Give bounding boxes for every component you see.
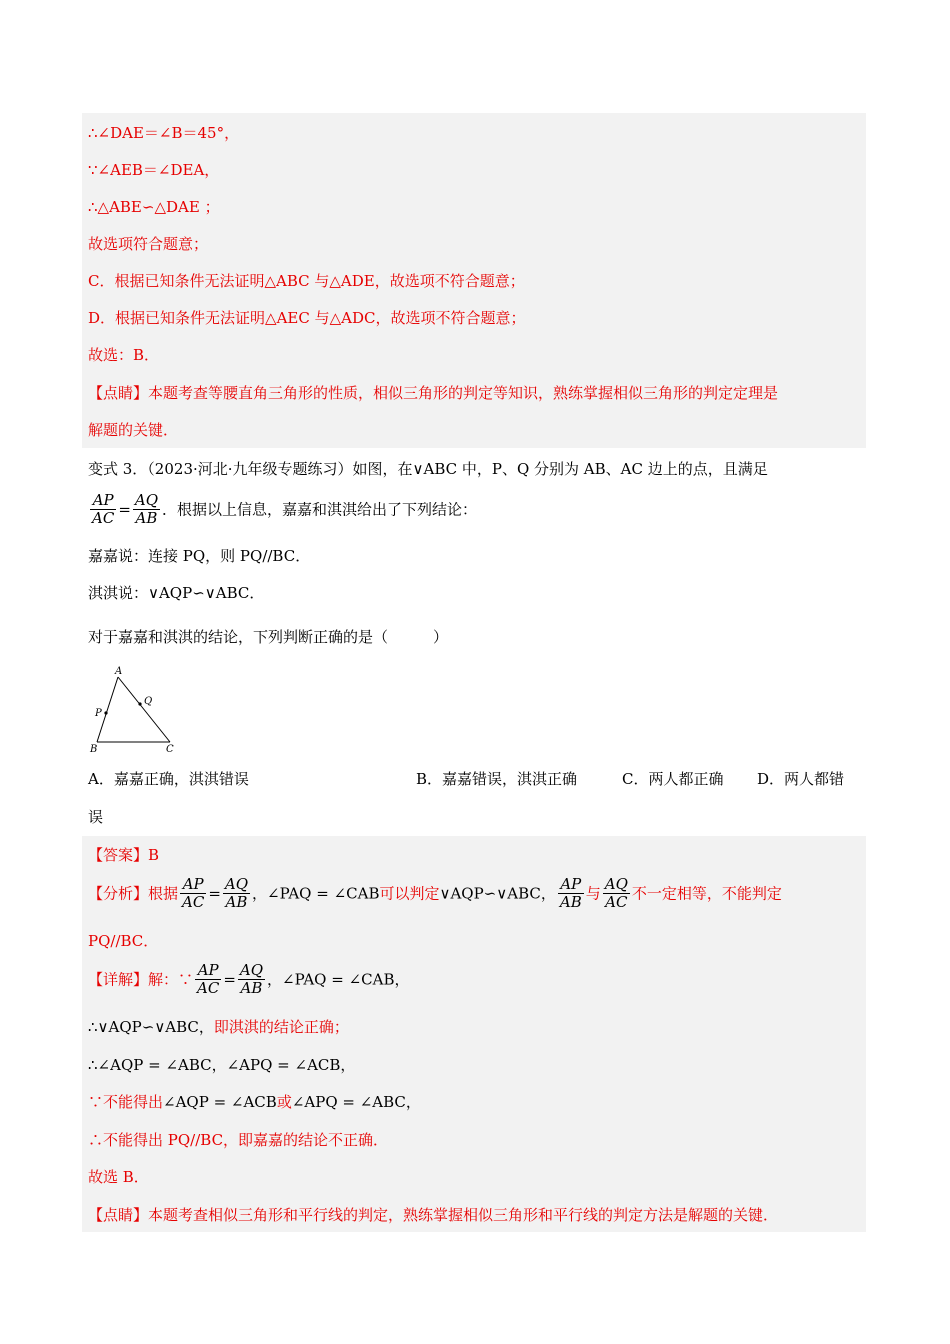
label-q: Q xyxy=(144,696,153,707)
point-q xyxy=(138,702,141,705)
analysis-fraction-2: $\frac{AQ}{AB}$ xyxy=(224,875,249,911)
detail-line-3: ∴∠AQP = ∠ABC，∠APQ = ∠ACB， xyxy=(88,1056,356,1074)
solution-conclusion: 故选：B． xyxy=(88,346,160,364)
detail-line-5: ∴不能得出 PQ//BC，即嘉嘉的结论不正确． xyxy=(88,1131,389,1149)
detail-fraction-2: $\frac{AQ}{AB}$ xyxy=(239,961,264,997)
question-stem: 变式 3．（2023·河北·九年级专题练习）如图，在∨ABC 中，P、Q 分别为 AB、AC 边上的点，且满足 xyxy=(88,460,768,478)
option-a: A．嘉嘉正确，淇淇错误 xyxy=(88,770,249,788)
solution-line-2: ∵∠AEB＝∠DEA， xyxy=(88,161,220,179)
analysis-fraction-4: $\frac{AQ}{AC}$ xyxy=(604,875,628,911)
analysis-line-2: PQ//BC． xyxy=(88,932,159,950)
comment-line-1: 【点睛】本题考查等腰直角三角形的性质，相似三角形的判定等知识，熟练掌握相似三角形的判定定理是 xyxy=(88,384,779,402)
solution-line-3: ∴△ABE∽△DAE ； xyxy=(88,198,220,216)
point-p xyxy=(104,711,107,714)
detail-line-4: ∵不能得出∠AQP = ∠ACB或∠APQ = ∠ABC， xyxy=(88,1093,421,1111)
answer-key: 【答案】B xyxy=(88,846,160,864)
analysis-line-1: 【分析】根据 $\frac{AP}{AC}$ = $\frac{AQ}{AB}$ ，∠PAQ = ∠CAB可以判定∨AQP∽∨ABC， $\frac{AP}{AB}$ 与 $\frac{AQ}{AC}$ 不一定相等，不能判定 xyxy=(88,875,782,911)
solution-line-1: ∴∠DAE＝∠B＝45°， xyxy=(88,124,240,142)
label-b: B xyxy=(90,744,98,754)
option-d: D．两人都错 xyxy=(757,770,845,788)
detail-line-1: 【详解】解：∵ $\frac{AP}{AC}$ = $\frac{AQ}{AB}$ ，∠PAQ = ∠CAB， xyxy=(88,961,410,997)
detail-line-6: 故选 B． xyxy=(88,1168,149,1186)
label-a: A xyxy=(115,666,123,677)
jiajia-statement: 嘉嘉说：连接 PQ，则 PQ//BC． xyxy=(88,547,311,565)
question-prompt: 对于嘉嘉和淇淇的结论，下列判断正确的是（ ） xyxy=(88,628,449,646)
fraction-ap-ac: $\frac{AP}{AC}$ xyxy=(92,491,115,527)
analysis-fraction-3: $\frac{AP}{AB}$ xyxy=(559,875,582,911)
detail-fraction-1: $\frac{AP}{AC}$ xyxy=(197,961,220,997)
triangle-figure xyxy=(88,664,188,754)
label-p: P xyxy=(95,708,102,719)
solution-line-4: 故选项符合题意； xyxy=(88,235,209,253)
analysis-fraction-1: $\frac{AP}{AC}$ xyxy=(182,875,205,911)
label-c: C xyxy=(166,744,174,754)
question-condition: $\frac{AP}{AC}$ = $\frac{AQ}{AB}$ ．根据以上信息，嘉嘉和淇淇给出了下列结论： xyxy=(92,491,478,527)
option-c: C．两人都正确 xyxy=(622,770,724,788)
option-d-continued: 误 xyxy=(88,808,104,826)
option-d-explanation: D．根据已知条件无法证明△AEC 与△ADC，故选项不符合题意； xyxy=(88,309,526,327)
fraction-aq-ab: $\frac{AQ}{AB}$ xyxy=(134,491,159,527)
comment-line-2: 解题的关键． xyxy=(88,421,179,439)
option-b: B．嘉嘉错误，淇淇正确 xyxy=(416,770,578,788)
option-c-explanation: C．根据已知条件无法证明△ABC 与△ADE，故选项不符合题意； xyxy=(88,272,525,290)
detail-line-2: ∴∨AQP∽∨ABC，即淇淇的结论正确； xyxy=(88,1018,349,1036)
final-comment: 【点睛】本题考查相似三角形和平行线的判定，熟练掌握相似三角形和平行线的判定方法是解题的关键． xyxy=(88,1206,779,1224)
qiqi-statement: 淇淇说：∨AQP∽∨ABC． xyxy=(88,584,265,602)
